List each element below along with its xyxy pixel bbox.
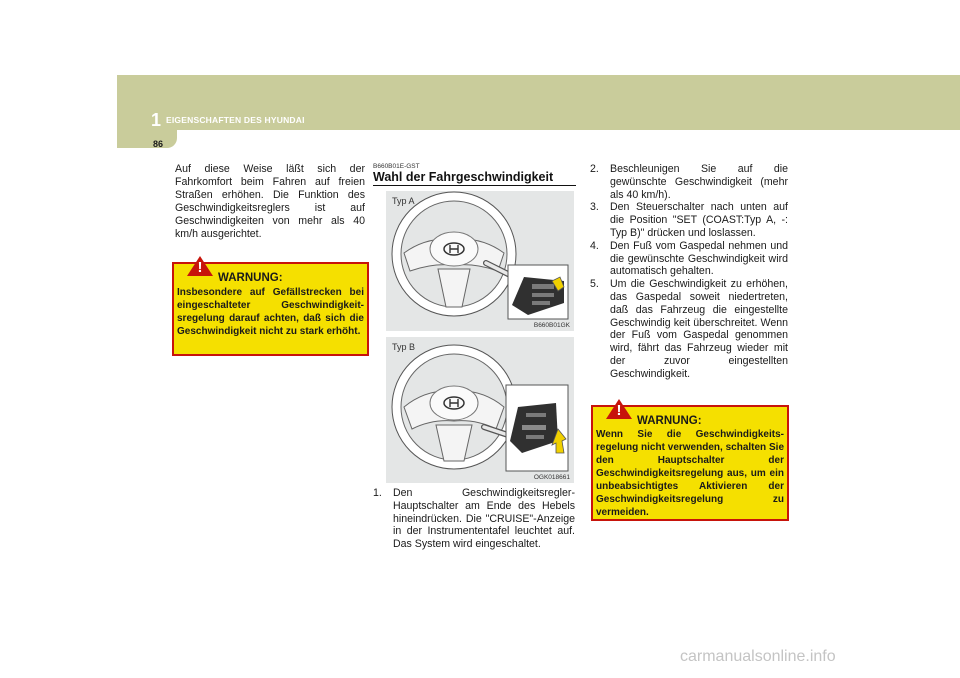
warning-body: Insbesondere auf Gefällstrecken bei eingeschalteter Geschwindigkeit-sregelung darauf achten, daß sich die Geschwindigkeit nicht zu stark erhöht. <box>177 287 364 337</box>
warning-box-speed <box>172 259 369 356</box>
figure-type-a <box>386 191 574 331</box>
figure-type-b <box>386 337 574 483</box>
list-item <box>373 487 575 551</box>
section-code: B660B01E-GST <box>373 163 420 170</box>
warning-triangle-icon <box>187 256 213 276</box>
warning-exclamation: ! <box>197 259 203 276</box>
title-divider <box>373 185 576 186</box>
list-item <box>590 201 788 239</box>
steps-list-left <box>373 487 575 551</box>
step-text: Den Steuerschalter nach unten auf die Position "SET (COAST:Typ A, -: Typ B)" drücken und loslassen. <box>610 201 788 239</box>
figure-label: Typ B <box>392 342 416 352</box>
page-number-tab <box>117 130 177 148</box>
step-number: 4. <box>590 239 599 252</box>
chapter-title: EIGENSCHAFTEN DES HYUNDAI <box>166 115 305 125</box>
steering-wheel-illustration <box>386 337 574 483</box>
figure-code: OGK018661 <box>533 474 570 481</box>
page-number: 86 <box>153 139 164 149</box>
section-title: Wahl der Fahrgeschwindigkeit <box>373 170 554 184</box>
list-item <box>590 240 788 278</box>
chapter-number: 1 <box>151 110 162 130</box>
steps-list-right <box>590 163 788 381</box>
step-text: Den Geschwindigkeitsregler-Hauptschalter am Ende des Hebels hineindrücken. Die "CRUISE"-Anzeige in der Instrumententafel leuchtet auf. Das System wird eingeschaltet. <box>393 487 575 551</box>
warning-title: WARNUNG: <box>218 272 283 284</box>
list-item <box>590 278 788 380</box>
list-item <box>590 163 788 201</box>
warning-triangle-icon <box>606 399 632 419</box>
watermark: carmanualsonline.info <box>680 648 836 665</box>
step-number: 1. <box>373 487 382 499</box>
warning-box-cruise-off <box>591 402 789 521</box>
step-number: 5. <box>590 278 599 291</box>
step-number: 3. <box>590 201 599 214</box>
intro-paragraph: Auf diese Weise läßt sich der Fahrkomfort beim Fahren auf freien Straßen erhöhen. Die Funktion des Geschwindigkeitsreglers ist auf Geschwindigkeiten von mehr als 40 km/h ausgerichtet. <box>175 163 365 240</box>
step-number: 2. <box>590 163 599 175</box>
warning-title: WARNUNG: <box>637 415 702 427</box>
step-text: Den Fuß vom Gaspedal nehmen und die gewünschte Geschwindigkeit wird automatisch gehalten. <box>610 239 788 278</box>
step-text: Beschleunigen Sie auf die gewünschte Geschwindigkeit (mehr als 40 km/h). <box>610 163 788 201</box>
step-text: Um die Geschwindigkeit zu erhöhen, das Gaspedal soweit niedertreten, daß das Fahrzeug die eingestellte Geschwindig keit überschreitet. Wenn der Fuß vom Gaspedal genommen wird, fährt das Fahrzeug wieder mit der zuvor eingestellten Geschwindigkeit. <box>610 278 788 380</box>
steering-wheel-illustration <box>386 191 574 331</box>
figure-label: Typ A <box>392 196 415 206</box>
warning-body: Wenn Sie die Geschwindigkeits-regelung nicht verwenden, schalten Sie den Hauptschalter der Geschwindigkeitsregelung aus, um ein unbeabsichtigtes Aktivieren der Geschwindigkeitsregelung zu vermeiden. <box>596 429 784 518</box>
figure-code: B660B01GK <box>533 322 570 329</box>
warning-exclamation: ! <box>616 402 622 419</box>
